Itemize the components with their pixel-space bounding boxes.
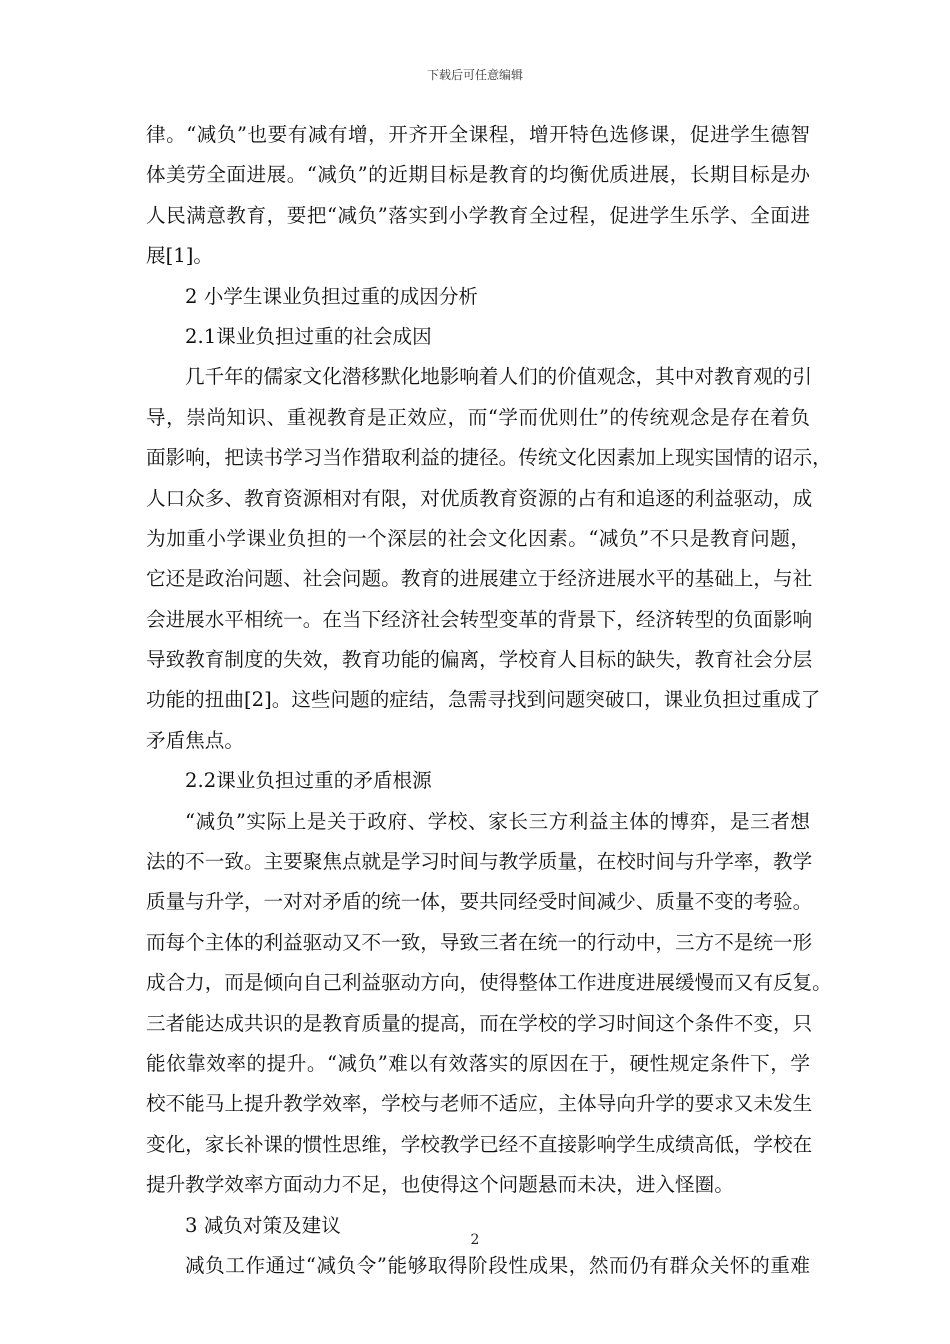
- paragraph-line: 人民满意教育，要把“减负”落实到小学教育全过程，促进学生乐学、全面进: [146, 203, 810, 227]
- paragraph-line: 它还是政治问题、社会问题。教育的进展建立于经济进展水平的基础上，与社: [146, 567, 813, 591]
- paragraph-line: 法的不一致。主要聚焦点就是学习时间与教学质量，在校时间与升学率，教学: [146, 850, 813, 874]
- header-note: 下载后可任意编辑: [426, 68, 523, 82]
- paragraph-line: 变化，家长补课的惯性思维，学校教学已经不直接影响学生成绩高低，学校在: [146, 1132, 813, 1156]
- paragraph-line: 为加重小学课业负担的一个深层的社会文化因素。“减负”不只是教育问题，: [146, 526, 810, 550]
- paragraph-line: 导致教育制度的失效，教育功能的偏离，学校育人目标的缺失，教育社会分层: [146, 648, 813, 672]
- section-heading: 2 小学生课业负担过重的成因分析: [185, 284, 479, 308]
- section-heading: 3 减负对策及建议: [185, 1213, 341, 1237]
- paragraph-line: 而每个主体的利益驱动又不一致，导致三者在统一的行动中，三方不是统一形: [146, 930, 813, 954]
- paragraph-line: 体美劳全面进展。“减负”的近期目标是教育的均衡优质进展，长期目标是办: [146, 163, 810, 187]
- paragraph-line: “减负”实际上是关于政府、学校、家长三方利益主体的博弈，是三者想: [185, 809, 810, 833]
- paragraph-line: 面影响，把读书学习当作猎取利益的捷径。传统文化因素加上现实国情的诏示，: [146, 446, 832, 470]
- paragraph-line: 成合力，而是倾向自己利益驱动方向，使得整体工作进度进展缓慢而又有反复。: [146, 971, 832, 995]
- paragraph-line: 校不能马上提升教学效率，学校与老师不适应，主体导向升学的要求又未发生: [146, 1092, 813, 1116]
- paragraph-line: 质量与升学，一对对矛盾的统一体，要共同经受时间减少、质量不变的考验。: [146, 890, 813, 914]
- paragraph-line: 三者能达成共识的是教育质量的提高，而在学校的学习时间这个条件不变，只: [146, 1011, 813, 1035]
- subsection-heading: 2.2课业负担过重的矛盾根源: [185, 769, 432, 793]
- document-body: [146, 115, 832, 1286]
- paragraph-line: 能依靠效率的提升。“减负”难以有效落实的原因在于，硬性规定条件下，学: [146, 1051, 810, 1075]
- paragraph-line: 展[1]。: [146, 244, 213, 268]
- paragraph-line: 人口众多、教育资源相对有限，对优质教育资源的占有和追逐的利益驱动，成: [146, 486, 813, 510]
- paragraph-line: 矛盾焦点。: [146, 728, 244, 752]
- page-number: 2: [470, 1232, 480, 1248]
- paragraph-line: 提升教学效率方面动力不足，也使得这个问题悬而未决，进入怪圈。: [146, 1173, 734, 1197]
- paragraph-line: 几千年的儒家文化潜移默化地影响着人们的价值观念，其中对教育观的引: [185, 365, 812, 389]
- subsection-heading: 2.1课业负担过重的社会成因: [185, 324, 432, 348]
- paragraph-line: 律。“减负”也要有减有增，开齐开全课程，增开特色选修课，促进学生德智: [146, 123, 810, 146]
- paragraph-line: 减负工作通过“减负令”能够取得阶段性成果，然而仍有群众关怀的重难: [185, 1253, 810, 1277]
- paragraph-line: 导，崇尚知识、重视教育是正效应，而“学而优则仕”的传统观念是存在着负: [146, 405, 810, 429]
- paragraph-line: 功能的扭曲[2]。这些问题的症结，急需寻找到问题突破口，课业负担过重成了: [146, 688, 821, 712]
- paragraph-line: 会进展水平相统一。在当下经济社会转型变革的背景下，经济转型的负面影响: [146, 607, 813, 631]
